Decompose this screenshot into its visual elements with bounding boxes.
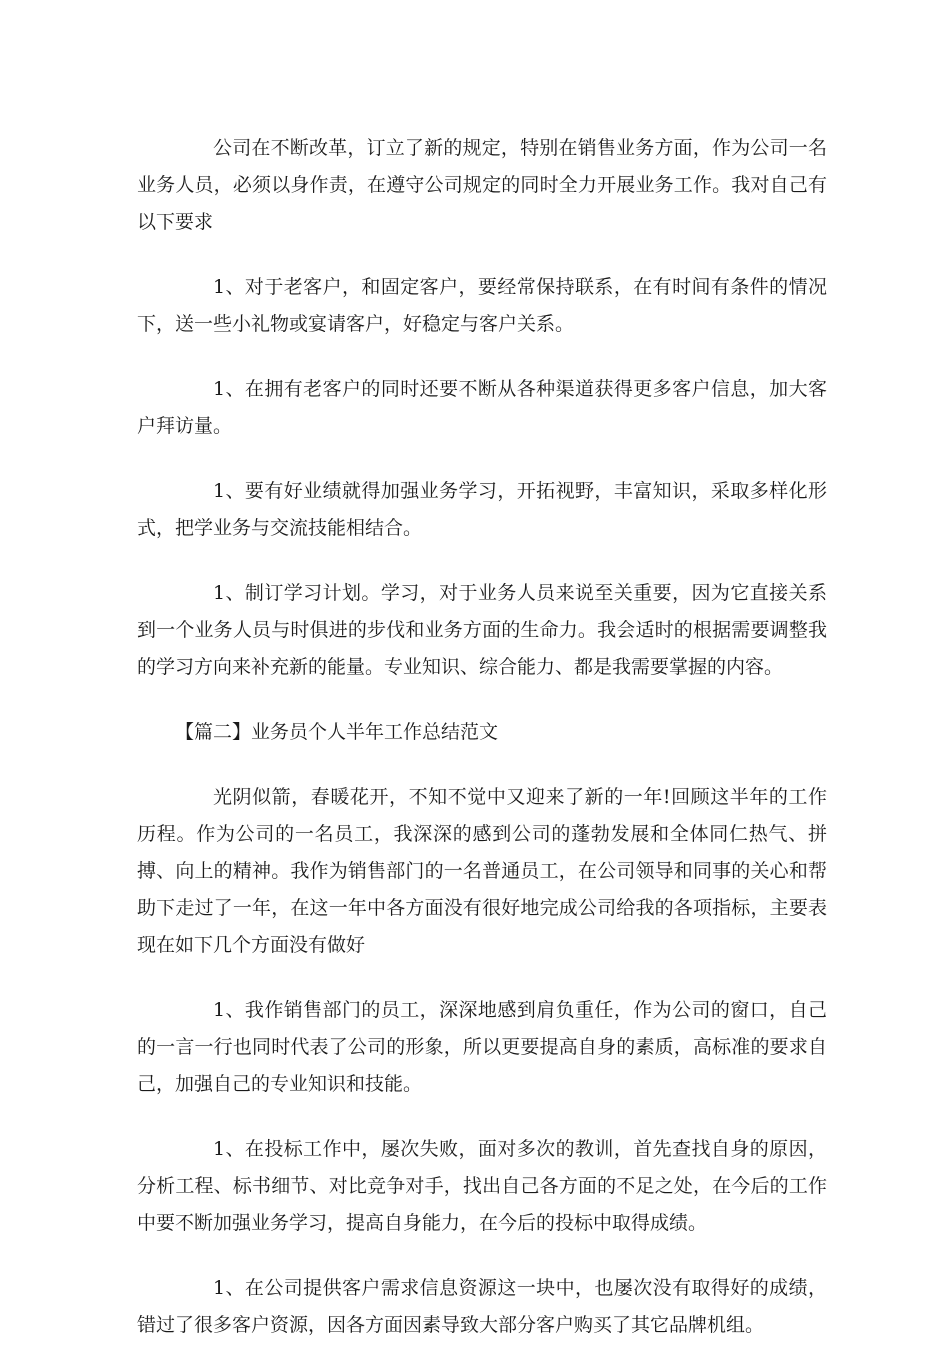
paragraph-intro: 公司在不断改革，订立了新的规定，特别在销售业务方面，作为公司一名业务人员，必须以身作责，在遵守公司规定的同时全力开展业务工作。我对自己有以下要求 [137, 137, 827, 233]
paragraph-item: 1、在公司提供客户需求信息资源这一块中，也屡次没有取得好的成绩，错过了很多客户资源，因各方面因素导致大部分客户购买了其它品牌机组。 [137, 1277, 827, 1336]
paragraph-intro: 光阴似箭，春暖花开，不知不觉中又迎来了新的一年!回顾这半年的工作历程。作为公司的一名员工，我深深的感到公司的蓬勃发展和全体同仁热气、拼搏、向上的精神。我作为销售部门的一名普通员工，在公司领导和同事的关心和帮助下走过了一年，在这一年中各方面没有很好地完成公司给我的各项指标，主要表现在如下几个方面没有做好 [137, 786, 827, 956]
paragraph-item: 1、在拥有老客户的同时还要不断从各种渠道获得更多客户信息，加大客户拜访量。 [137, 378, 827, 437]
paragraph-item: 1、在投标工作中，屡次失败，面对多次的教训，首先查找自身的原因，分析工程、标书细节、对比竞争对手，找出自己各方面的不足之处，在今后的工作中要不断加强业务学习，提高自身能力，在今后的投标中取得成绩。 [137, 1138, 827, 1234]
paragraph-item: 1、我作销售部门的员工，深深地感到肩负重任，作为公司的窗口，自己的一言一行也同时代表了公司的形象，所以更要提高自身的素质，高标准的要求自己，加强自己的专业知识和技能。 [137, 999, 827, 1095]
section-heading: 【篇二】业务员个人半年工作总结范文 [175, 721, 499, 743]
document-body [137, 130, 827, 1372]
paragraph-item: 1、对于老客户，和固定客户，要经常保持联系，在有时间有条件的情况下，送一些小礼物或宴请客户，好稳定与客户关系。 [137, 276, 827, 335]
paragraph-item: 1、要有好业绩就得加强业务学习，开拓视野，丰富知识，采取多样化形式，把学业务与交流技能相结合。 [137, 480, 827, 539]
paragraph-item: 1、制订学习计划。学习，对于业务人员来说至关重要，因为它直接关系到一个业务人员与时俱进的步伐和业务方面的生命力。我会适时的根据需要调整我的学习方向来补充新的能量。专业知识、综合能力、都是我需要掌握的内容。 [137, 582, 827, 678]
